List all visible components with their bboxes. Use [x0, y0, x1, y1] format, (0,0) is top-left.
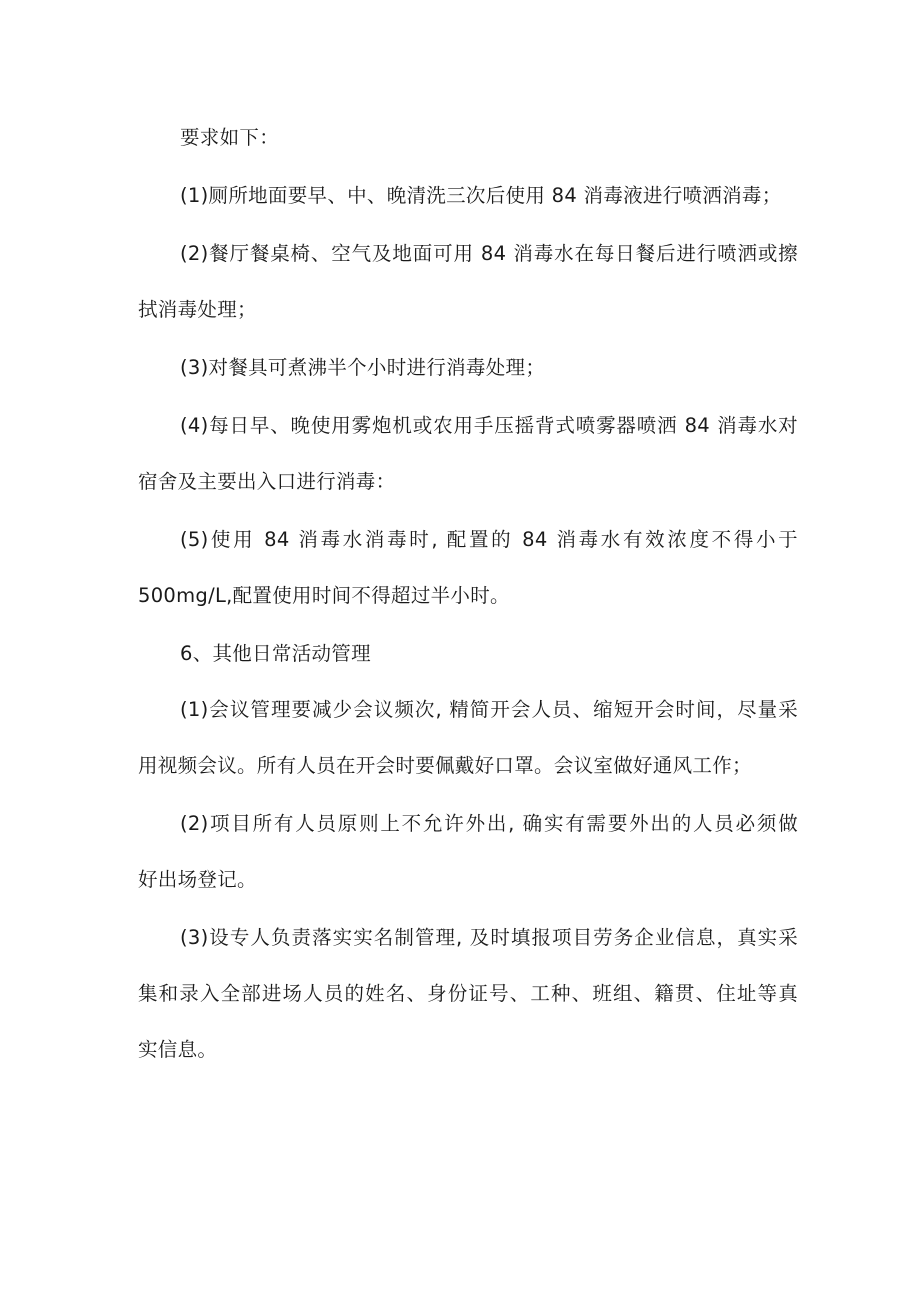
item-4-spraying-line-2: 宿舍及主要出入口进行消毒： [138, 470, 396, 493]
section-6-item-2-line-2: 好出场登记。 [138, 868, 257, 891]
section-6-item-1-line-1: (1)会议管理要减少会议频次, 精简开会人员、缩短开会时间，尽量采 [180, 698, 798, 721]
item-5-concentration-line-1: (5)使用 84 消毒水消毒时, 配置的 84 消毒水有效浓度不得小于 [180, 528, 798, 551]
section-6-heading: 6、其他日常活动管理 [180, 642, 371, 665]
item-2-restaurant-line-2: 拭消毒处理； [138, 298, 257, 321]
item-1-toilet-disinfection: (1)厕所地面要早、中、晚清洗三次后使用 84 消毒液进行喷洒消毒； [180, 184, 782, 207]
item-3-tableware: (3)对餐具可煮沸半个小时进行消毒处理； [180, 356, 546, 379]
item-5-concentration-line-2: 500mg/L,配置使用时间不得超过半小时。 [138, 584, 510, 607]
section-6-item-3-line-1: (3)设专人负责落实实名制管理, 及时填报项目劳务企业信息，真实采 [180, 926, 798, 949]
section-6-item-2-line-1: (2)项目所有人员原则上不允许外出, 确实有需要外出的人员必须做 [180, 812, 798, 835]
item-4-spraying-line-1: (4)每日早、晚使用雾炮机或农用手压摇背式喷雾器喷洒 84 消毒水对 [180, 414, 798, 437]
section-6-item-3-line-2: 集和录入全部进场人员的姓名、身份证号、工种、班组、籍贯、住址等真 [138, 982, 798, 1005]
requirements-heading: 要求如下： [180, 126, 280, 149]
section-6-item-1-line-2: 用视频会议。所有人员在开会时要佩戴好口罩。会议室做好通风工作； [138, 754, 752, 777]
item-2-restaurant-line-1: (2)餐厅餐桌椅、空气及地面可用 84 消毒水在每日餐后进行喷洒或擦 [180, 242, 798, 265]
section-6-item-3-line-3: 实信息。 [138, 1038, 218, 1061]
